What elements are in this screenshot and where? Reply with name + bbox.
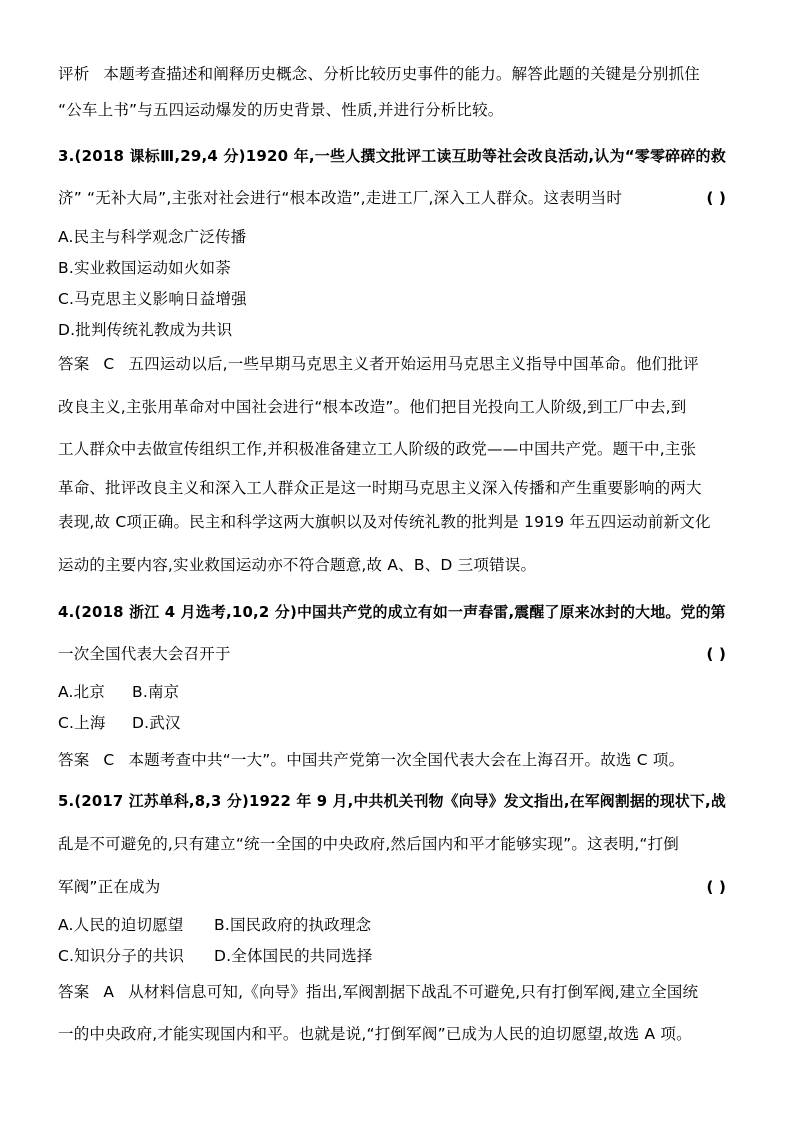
q4-answer-line-1 <box>58 750 726 770</box>
q4-options-row-2 <box>58 713 726 733</box>
q3-answer-line-3 <box>58 439 726 459</box>
q3-stem-text-2: 济” “无补大局”,主张对社会进行“根本改造”,走进工厂,深入工人群众。这表明当时 <box>58 189 623 207</box>
q5-stem-text-3: 军阀”正在成为 <box>58 878 161 896</box>
q4-stem-line-1 <box>58 602 726 622</box>
q3-option-a-text: A.民主与科学观念广泛传播 <box>58 228 247 246</box>
q3-answer-paren: ( ) <box>706 189 726 207</box>
q4-options-row-1 <box>58 682 726 702</box>
q4-stem-line-2 <box>58 644 726 664</box>
q4-answer-label: 答案 <box>58 751 90 769</box>
q3-option-c-text: C.马克思主义影响日益增强 <box>58 290 247 308</box>
q5-stem-text-1: 5.(2017 江苏单科,8,3 分)1922 年 9 月,中共机关刊物《向导》发文指出,在军阀割据的现状下,战 <box>58 793 726 810</box>
analysis-text-2: “公车上书”与五四运动爆发的历史背景、性质,并进行分析比较。 <box>58 101 504 119</box>
q4-option-d: D.武汉 <box>132 714 181 732</box>
q5-answer-line-2 <box>58 1024 726 1044</box>
q3-stem-text-1: 3.(2018 课标Ⅲ,29,4 分)1920 年,一些人撰文批评工读互助等社会改良活动,认为“零零碎碎的救 <box>58 147 726 165</box>
analysis-line-2 <box>58 100 726 120</box>
q4-answer-choice: C <box>103 751 115 769</box>
q3-answer-text-4: 革命、批评改良主义和深入工人群众正是这一时期马克思主义深入传播和产生重要影响的两大 <box>58 479 702 497</box>
q3-answer-line-6 <box>58 555 726 575</box>
q3-answer-label: 答案 <box>58 355 90 373</box>
q5-option-a: A.人民的迫切愿望 <box>58 916 184 934</box>
q3-option-c <box>58 289 726 309</box>
q5-stem-line-1 <box>58 792 726 812</box>
q3-answer-text-1: 五四运动以后,一些早期马克思主义者开始运用马克思主义指导中国革命。他们批评 <box>128 355 699 373</box>
q5-answer-line-1 <box>58 982 726 1002</box>
q3-answer-line-1 <box>58 354 726 374</box>
q5-stem-line-2 <box>58 834 726 854</box>
q3-option-a <box>58 227 726 247</box>
q3-answer-text-5: 表现,故 C项正确。民主和科学这两大旗帜以及对传统礼教的批判是 1919 年五四运动前新文化 <box>58 513 711 531</box>
q5-answer-paren: ( ) <box>706 878 726 896</box>
q4-option-b: B.南京 <box>132 683 180 701</box>
q3-answer-line-2 <box>58 397 726 417</box>
q3-option-b <box>58 258 726 278</box>
q4-stem-text-2: 一次全国代表大会召开于 <box>58 645 231 663</box>
analysis-line-1 <box>58 64 726 84</box>
q5-option-b: B.国民政府的执政理念 <box>214 916 372 934</box>
q4-stem-text-1: 4.(2018 浙江 4 月选考,10,2 分)中国共产党的成立有如一声春雷,震醒了原来冰封的大地。党的第 <box>58 603 726 621</box>
q5-answer-text-2: 一的中央政府,才能实现国内和平。也就是说,“打倒军阀”已成为人民的迫切愿望,故选 A 项。 <box>58 1025 692 1043</box>
q4-option-a: A.北京 <box>58 683 106 701</box>
q3-option-b-text: B.实业救国运动如火如荼 <box>58 259 231 277</box>
q3-answer-text-2: 改良主义,主张用革命对中国社会进行“根本改造”。他们把目光投向工人阶级,到工厂中去,到 <box>58 398 687 416</box>
q3-answer-choice: C <box>103 355 115 373</box>
q5-option-d: D.全体国民的共同选择 <box>214 947 373 965</box>
q4-option-c: C.上海 <box>58 714 106 732</box>
q3-option-d-text: D.批判传统礼教成为共识 <box>58 321 233 339</box>
analysis-label: 评析 <box>58 65 90 83</box>
q5-option-c: C.知识分子的共识 <box>58 947 185 965</box>
q5-stem-line-3 <box>58 877 726 897</box>
q4-answer-paren: ( ) <box>706 645 726 663</box>
q5-answer-text-1: 从材料信息可知,《向导》指出,军阀割据下战乱不可避免,只有打倒军阀,建立全国统 <box>128 983 699 1001</box>
q3-answer-text-3: 工人群众中去做宣传组织工作,并积极准备建立工人阶级的政党——中国共产党。题干中,主张 <box>58 440 697 458</box>
q3-answer-line-4 <box>58 478 726 498</box>
q5-answer-label: 答案 <box>58 983 90 1001</box>
q5-options-row-1 <box>58 915 726 935</box>
q5-answer-choice: A <box>103 983 115 1001</box>
q4-answer-text-1: 本题考查中共“一大”。中国共产党第一次全国代表大会在上海召开。故选 C 项。 <box>128 751 685 769</box>
q3-option-d <box>58 320 726 340</box>
q3-stem-line-1 <box>58 146 726 166</box>
q3-answer-text-6: 运动的主要内容,实业救国运动亦不符合题意,故 A、B、D 三项错误。 <box>58 556 537 574</box>
analysis-text-1: 本题考查描述和阐释历史概念、分析比较历史事件的能力。解答此题的关键是分别抓住 <box>103 65 701 83</box>
q3-answer-line-5 <box>58 512 726 532</box>
q5-options-row-2 <box>58 946 726 966</box>
q5-stem-text-2: 乱是不可避免的,只有建立“统一全国的中央政府,然后国内和平才能够实现”。这表明,“打倒 <box>58 835 679 853</box>
q3-stem-line-2 <box>58 188 726 208</box>
